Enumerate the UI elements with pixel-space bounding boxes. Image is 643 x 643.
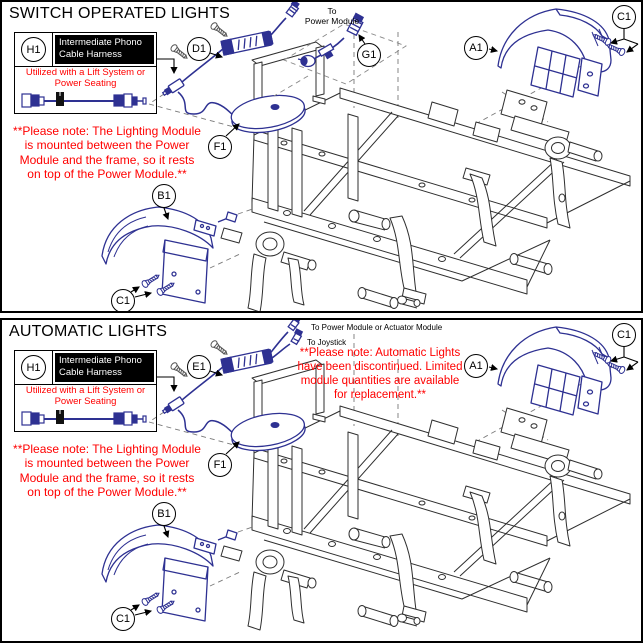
harness-callout-cell xyxy=(15,351,53,384)
note-line: have been discontinued. Limited xyxy=(297,361,463,374)
g1-arrow xyxy=(359,35,365,44)
section-title: SWITCH OPERATED LIGHTS xyxy=(9,5,231,22)
callout-balloon-f1[interactable]: F1 xyxy=(208,453,232,477)
harness-label xyxy=(55,35,154,64)
note-line: for replacement.** xyxy=(333,389,427,402)
callout-balloon-c1-bottom-left[interactable]: C1 xyxy=(111,289,135,313)
callout-balloon-h1[interactable]: H1 xyxy=(21,37,46,62)
harness-callout-cell xyxy=(15,33,53,66)
harness-label-line: Cable Harness xyxy=(59,48,122,60)
callout-balloon-f1[interactable]: F1 xyxy=(208,135,232,159)
panel-switch-operated-lights xyxy=(0,0,643,313)
callout-balloon-a1[interactable]: A1 xyxy=(464,354,488,378)
harness-label-line: Intermediate Phono xyxy=(59,355,142,366)
callout-balloon-c1-top-right[interactable]: C1 xyxy=(612,323,636,347)
usage-note-line: Power Seating xyxy=(54,395,117,407)
harness-label-line: Cable Harness xyxy=(59,366,122,378)
discontinued-note xyxy=(290,346,470,402)
note-line: Module and the frame, so it rests xyxy=(19,470,195,485)
usage-note-line: Utilized with a Lift System or xyxy=(25,385,146,396)
harness-usage-note xyxy=(15,385,156,408)
usage-note-line: Utilized with a Lift System or xyxy=(25,67,146,78)
fender-light-assembly-right xyxy=(498,327,611,415)
wire-label-power-actuator: To Power Module or Actuator Module xyxy=(311,323,443,332)
panel-automatic-lights xyxy=(0,318,643,643)
harness-label-cell xyxy=(53,33,156,66)
usage-note-line: Power Seating xyxy=(54,77,117,89)
lighting-module-note xyxy=(4,442,210,500)
note-line: **Please note: The Lighting Module xyxy=(13,124,201,138)
note-line: **Please note: The Lighting Module xyxy=(13,442,201,456)
harness-usage-note xyxy=(15,67,156,90)
harness-label xyxy=(55,353,154,382)
harness-label-line: Intermediate Phono xyxy=(59,37,142,48)
callout-balloon-d1[interactable]: D1 xyxy=(187,37,211,61)
note-line: Module and the frame, so it rests xyxy=(19,152,195,167)
callout-balloon-b1[interactable]: B1 xyxy=(152,184,176,208)
wire-label-line: To xyxy=(327,6,337,16)
note-line: **Please note: Automatic Lights xyxy=(299,347,461,359)
fender-light-assembly-right xyxy=(498,9,611,97)
callout-balloon-a1[interactable]: A1 xyxy=(464,36,488,60)
lighting-module-note xyxy=(4,124,210,182)
harness-info-box xyxy=(14,32,157,114)
callout-balloon-g1[interactable]: G1 xyxy=(357,43,381,67)
harness-info-box xyxy=(14,350,157,432)
callout-balloon-c1-bottom-left[interactable]: C1 xyxy=(111,607,135,631)
note-line: is mounted between the Power xyxy=(24,456,190,471)
note-line: on top of the Power Module.** xyxy=(27,485,187,500)
wire-label-power-module xyxy=(296,6,368,26)
harness-label-cell xyxy=(53,351,156,384)
section-title: AUTOMATIC LIGHTS xyxy=(9,323,168,340)
wire-label-line: Power Module xyxy=(304,16,360,27)
wire-label-joystick: To Joystick xyxy=(307,338,347,347)
note-line: is mounted between the Power xyxy=(24,138,190,153)
callout-balloon-c1-top-right[interactable]: C1 xyxy=(612,5,636,29)
note-line: module quantities are available xyxy=(300,375,460,388)
callout-balloon-b1[interactable]: B1 xyxy=(152,502,176,526)
callout-balloon-h1[interactable]: H1 xyxy=(21,355,46,380)
note-line: on top of the Power Module.** xyxy=(27,167,187,182)
callout-balloon-e1[interactable]: E1 xyxy=(187,355,211,379)
